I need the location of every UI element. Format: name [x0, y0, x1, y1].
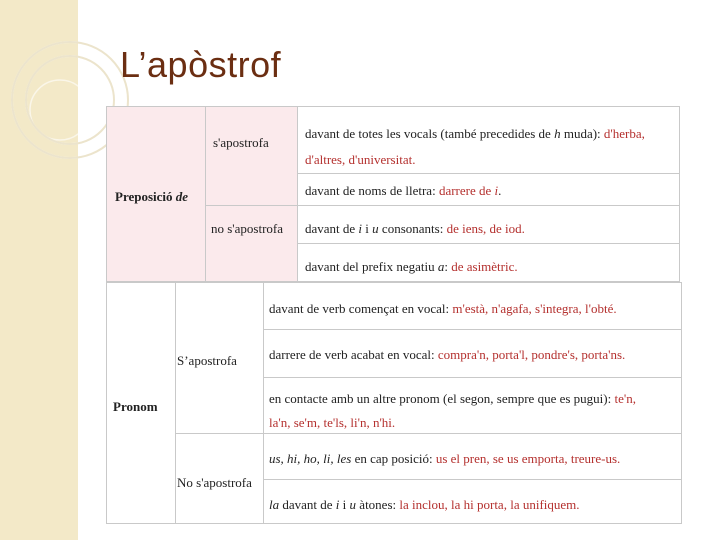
table-preposicio-de [106, 106, 680, 282]
label-column [205, 107, 297, 281]
label-no-s-apostrofa: no s'apostrofa [211, 221, 284, 236]
page-title: L’apòstrof [120, 44, 282, 85]
rule-vocals: davant de totes les vocals (també precedides de h muda): d'herba, d'altres, d'universitat. [305, 126, 645, 167]
row-header-preposicio: Preposició de [115, 189, 189, 204]
rule-consonants: davant de i i u consonants: de iens, de iod. [305, 221, 525, 236]
rule-verb-vocal: davant de verb començat en vocal: m'està, n'agafa, s'integra, l'obté. [269, 301, 617, 316]
rule-noms-lletra: davant de noms de lletra: darrere de i. [305, 183, 502, 198]
row-header-pronom: Pronom [113, 399, 158, 414]
label-no-s-apostrofa-pronom: No s'apostrofa [177, 475, 252, 490]
rule-prefix-negatiu: davant del prefix negatiu a: de asimètric. [305, 259, 518, 274]
rule-altre-pronom: en contacte amb un altre pronom (el segon, sempre que es pugui): te'n, la'n, se'm, te'ls, li'n, n'hi. [269, 391, 636, 430]
rule-verb-acabat: darrere de verb acabat en vocal: compra'n, porta'l, pondre's, porta'ns. [269, 347, 626, 362]
rule-us-hi-ho: us, hi, ho, li, les en cap posició: us el pren, se us emporta, treure-us. [269, 451, 621, 466]
table-pronom [106, 282, 682, 524]
rule-la-atones: la davant de i i u àtones: la inclou, la hi porta, la unifiquem. [269, 497, 580, 512]
label-s-apostrofa-pronom: S’apostrofa [177, 353, 237, 368]
label-s-apostrofa: s'apostrofa [213, 135, 269, 150]
